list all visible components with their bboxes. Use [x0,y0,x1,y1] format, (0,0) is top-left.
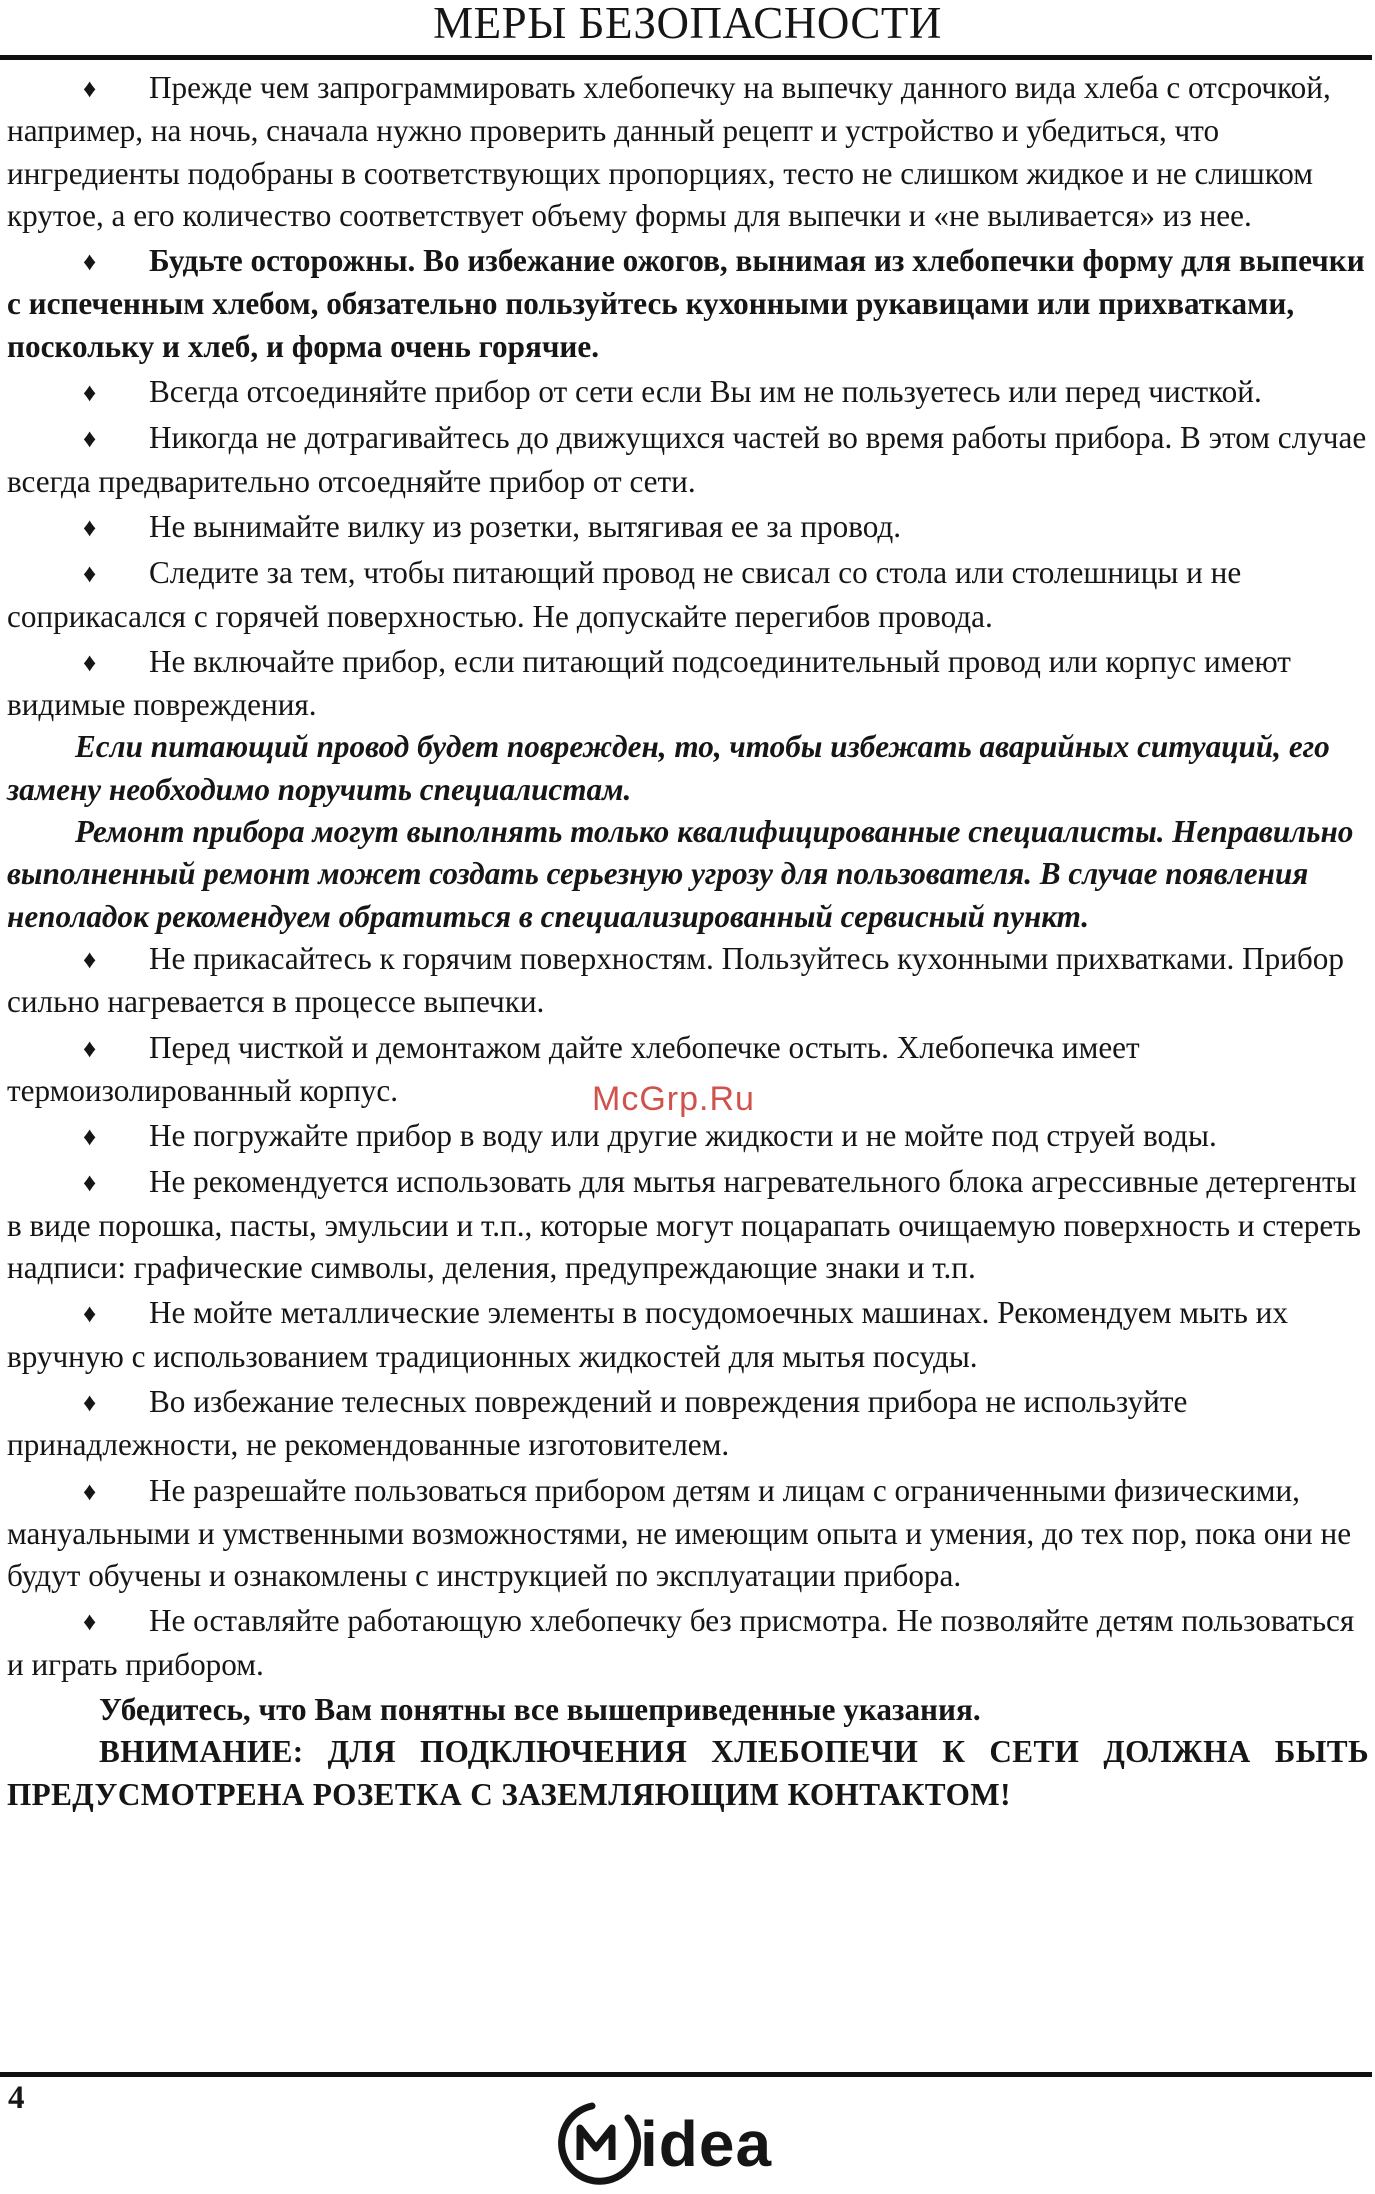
paragraph-burn-warning: ♦ Будьте осторожны. Во избежание ожогов, вынимая из хлебопечки форму для выпечки с испеченным хлебом, обязательно пользуйтесь кухонными рукавицами или прихватками, поскольку и хлеб, и форма очень горячие. [7,243,1365,364]
paragraph-cooling: ♦ Перед чисткой и демонтажом дайте хлебопечке остыть. Хлебопечка имеет термоизолированный корпус. [7,1029,1140,1108]
page-number: 4 [8,2080,25,2116]
bullet-icon: ♦ [83,1299,97,1329]
paragraph-damage: ♦ Не включайте прибор, если питающий подсоединительный провод или корпус имеют видимые повреждения. [7,643,1291,723]
midea-logo [556,2098,816,2188]
bullet-icon: ♦ [83,247,97,277]
paragraph-detergents: ♦ Не рекомендуется использовать для мытья нагревательного блока агрессивные детергенты в виде порошка, пасты, эмульсии и т.п., которые могут поцарапать очищаемую поверхность и стереть надписи: графические символы, деления, предупреждающие знаки и т.п. [7,1164,1362,1286]
paragraph-water: ♦ Не погружайте прибор в воду или другие жидкости и не мойте под струей воды. [7,1115,1369,1158]
header-rule [0,55,1372,60]
watermark: McGrp.Ru [592,1080,755,1118]
paragraph-delayed-baking: ♦ Прежде чем запрограммировать хлебопечку на выпечку данного вида хлеба с отсрочкой, например, на ночь, сначала нужно проверить данный рецепт и устройство и убедиться, что ингредиенты подобраны в соответствующих пропорциях, тесто не слишком жидкое и не слишком крутое, а его количество соответствует объему формы для выпечки и «не выливается» из нее. [7,70,1331,233]
midea-logo-icon [556,2098,816,2188]
bullet-icon: ♦ [83,1033,97,1063]
bullet-icon: ♦ [83,1607,97,1637]
paragraph-repair: Ремонт прибора могут выполнять только квалифицированные специалисты. Неправильно выполненный ремонт может создать серьезную угрозу для пользователя. В случае появления неполадок рекомендуем обратиться в специализированный сервисный пункт. [7,814,1354,934]
paragraph-cord-replacement: Если питающий провод будет поврежден, то, чтобы избежать аварийных ситуаций, его замену необходимо поручить специалистам. [7,729,1330,807]
bullet-icon: ♦ [83,512,97,542]
bullet-icon: ♦ [83,74,97,103]
bullet-icon: ♦ [83,559,97,589]
bullet-icon: ♦ [83,378,97,408]
svg-text:idea: idea [640,2108,773,2180]
bullet-icon: ♦ [83,1387,97,1417]
bullet-icon: ♦ [83,1476,97,1506]
footer-rule [0,2072,1372,2077]
bullet-icon: ♦ [83,1168,97,1198]
paragraph-hot-surfaces: ♦ Не прикасайтесь к горячим поверхностям. Пользуйтесь кухонными прихватками. Прибор сильно нагревается в процессе выпечки. [7,940,1344,1020]
paragraph-disconnect: ♦ Всегда отсоединяйте прибор от сети если Вы им не пользуетесь или перед чисткой. [7,371,1369,414]
paragraph-accessories: ♦ Во избежание телесных повреждений и повреждения прибора не используйте принадлежности, не рекомендованные изготовителем. [7,1383,1188,1463]
bullet-icon: ♦ [83,944,97,974]
paragraph-grounding-warning: ВНИМАНИЕ: ДЛЯ ПОДКЛЮЧЕНИЯ ХЛЕБОПЕЧИ К СЕТИ ДОЛЖНА БЫТЬ ПРЕДУСМОТРЕНА РОЗЕТКА С ЗАЗЕМЛЯЮЩИМ КОНТАКТОМ! [7,1734,1369,1812]
bullet-icon: ♦ [83,647,97,677]
bullet-icon: ♦ [83,424,97,454]
bullet-icon: ♦ [83,1122,97,1152]
paragraph-plug: ♦ Не вынимайте вилку из розетки, вытягивая ее за провод. [7,506,1369,549]
paragraph-dishwasher: ♦ Не мойте металлические элементы в посудомоечных машинах. Рекомендуем мыть их вручную с использованием традиционных жидкостей для мытья посуды. [7,1295,1288,1374]
page-title: МЕРЫ БЕЗОПАСНОСТИ [433,0,942,48]
safety-text [7,67,1369,1816]
paragraph-children: ♦ Не разрешайте пользоваться прибором детям и лицам с ограниченными физическими, мануальными и умственными возможностями, не имеющим опыта и умения, до тех пор, пока они не будут обучены и ознакомлены с инструкцией по эксплуатации прибора. [7,1472,1352,1594]
paragraph-understand-notice: Убедитесь, что Вам понятны все вышеприведенные указания. [99,1691,981,1727]
paragraph-unattended: ♦ Не оставляйте работающую хлебопечку без присмотра. Не позволяйте детям пользоваться и играть прибором. [7,1603,1355,1682]
paragraph-moving-parts: ♦ Никогда не дотрагивайтесь до движущихся частей во время работы прибора. В этом случае всегда предварительно отсоедняйте прибор от сети. [7,420,1367,499]
paragraph-cord: ♦ Следите за тем, чтобы питающий провод не свисал со стола или столешницы и не соприкасался с горячей поверхностью. Не допускайте перегибов провода. [7,555,1242,634]
